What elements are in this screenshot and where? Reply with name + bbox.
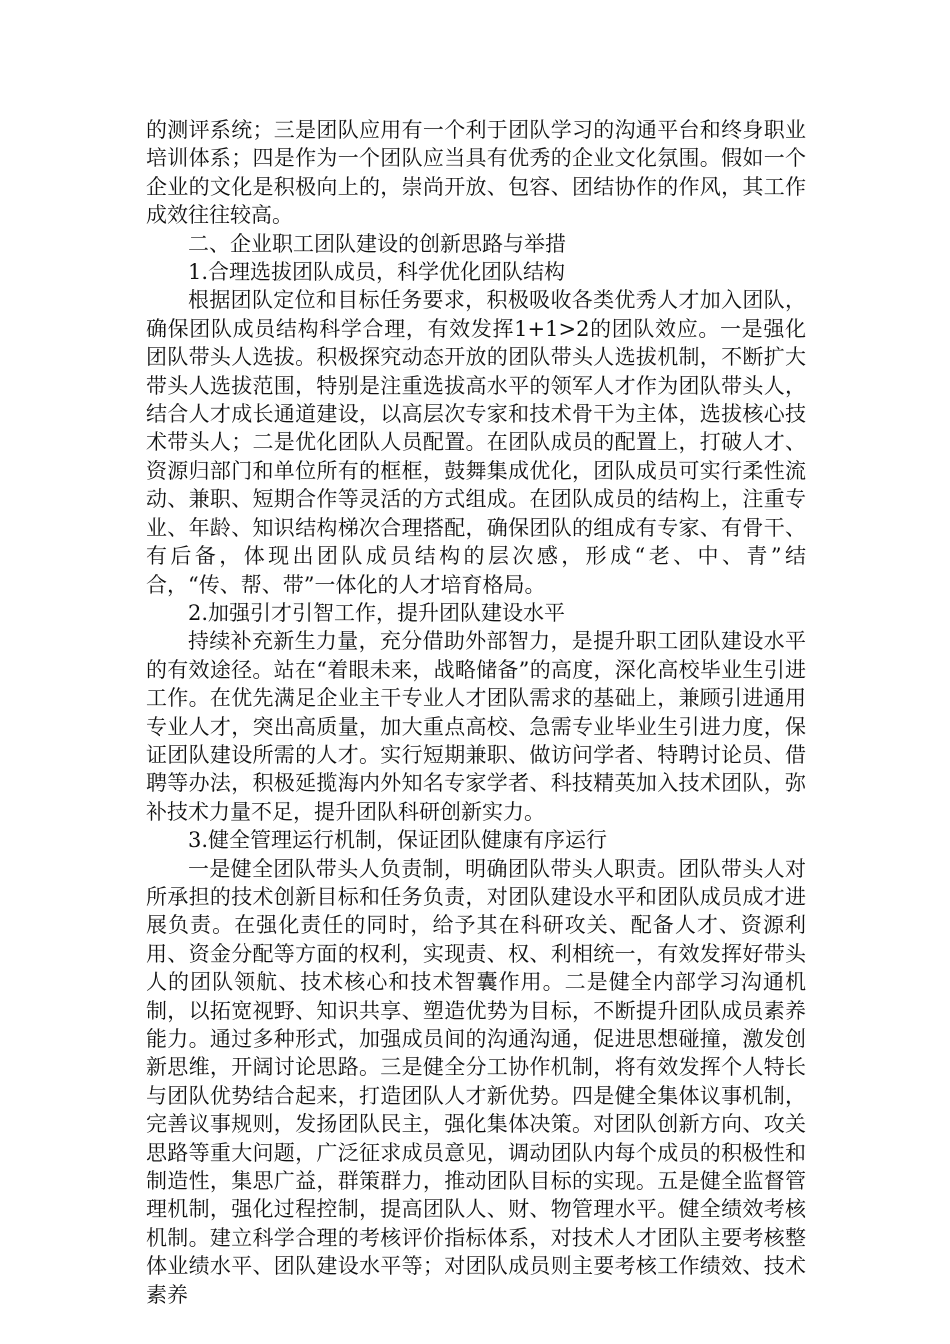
document-page [146, 116, 806, 1309]
section-heading-2: 二、企业职工团队建设的创新思路与举措 [188, 231, 566, 256]
subheading-1: 1.合理选拔团队成员，科学优化团队结构 [188, 260, 566, 285]
subheading-2: 2.加强引才引智工作，提升团队建设水平 [188, 600, 566, 625]
paragraph-team-selection: 根据团队定位和目标任务要求，积极吸收各类优秀人才加入团队，确保团队成员结构科学合理，有效发挥1+1>2的团队效应。一是强化团队带头人选拔。积极探究动态开放的团队带头人选拔机制，不断扩大带头人选拔范围，特别是注重选拔高水平的领军人才作为团队带头人，结合人才成长通道建设，以高层次专家和技术骨干为主体，选拔核心技术带头人；二是优化团队人员配置。在团队成员的配置上，打破人才、资源归部门和单位所有的框框，鼓舞集成优化，团队成员可实行柔性流动、兼职、短期合作等灵活的方式组成。在团队成员的结构上，注重专业、年龄、知识结构梯次合理搭配，确保团队的组成有专家、有骨干、有后备，体现出团队成员结构的层次感，形成“老、中、青”结合，“传、帮、带”一体化的人才培育格局。 [146, 288, 806, 597]
paragraph-intro-continuation: 的测评系统；三是团队应用有一个利于团队学习的沟通平台和终身职业培训体系；四是作为一个团队应当具有优秀的企业文化氛围。假如一个企业的文化是积极向上的，崇尚开放、包容、团结协作的作风，其工作成效往往较高。 [146, 118, 806, 228]
subheading-3: 3.健全管理运行机制，保证团队健康有序运行 [188, 828, 608, 853]
paragraph-talent-introduction: 持续补充新生力量，充分借助外部智力，是提升职工团队建设水平的有效途径。站在“着眼未来，战略储备”的高度，深化高校毕业生引进工作。在优先满足企业主干专业人才团队需求的基础上，兼顾引进通用专业人才，突出高质量，加大重点高校、急需专业毕业生引进力度，保证团队建设所需的人才。实行短期兼职、做访问学者、特聘讨论员、借聘等办法，积极延揽海内外知名专家学者、科技精英加入技术团队，弥补技术力量不足，提升团队科研创新实力。 [146, 629, 806, 824]
paragraph-management-mechanism: 一是健全团队带头人负责制，明确团队带头人职责。团队带头人对所承担的技术创新目标和任务负责，对团队建设水平和团队成员成才进展负责。在强化责任的同时，给予其在科研攻关、配备人才、资源利用、资金分配等方面的权利，实现责、权、利相统一，有效发挥好带头人的团队领航、技术核心和技术智囊作用。二是健全内部学习沟通机制，以拓宽视野、知识共享、塑造优势为目标，不断提升团队成员素养能力。通过多种形式，加强成员间的沟通沟通，促进思想碰撞，激发创新思维，开阔讨论思路。三是健全分工协作机制，将有效发挥个人特长与团队优势结合起来，打造团队人才新优势。四是健全集体议事机制，完善议事规则，发扬团队民主，强化集体决策。对团队创新方向、攻关思路等重大问题，广泛征求成员意见，调动团队内每个成员的积极性和制造性，集思广益，群策群力，推动团队目标的实现。五是健全监督管理机制，强化过程控制，提高团队人、财、物管理水平。健全绩效考核机制。建立科学合理的考核评价指标体系，对技术人才团队主要考核整体业绩水平、团队建设水平等；对团队成员则主要考核工作绩效、技术素养 [146, 856, 806, 1307]
